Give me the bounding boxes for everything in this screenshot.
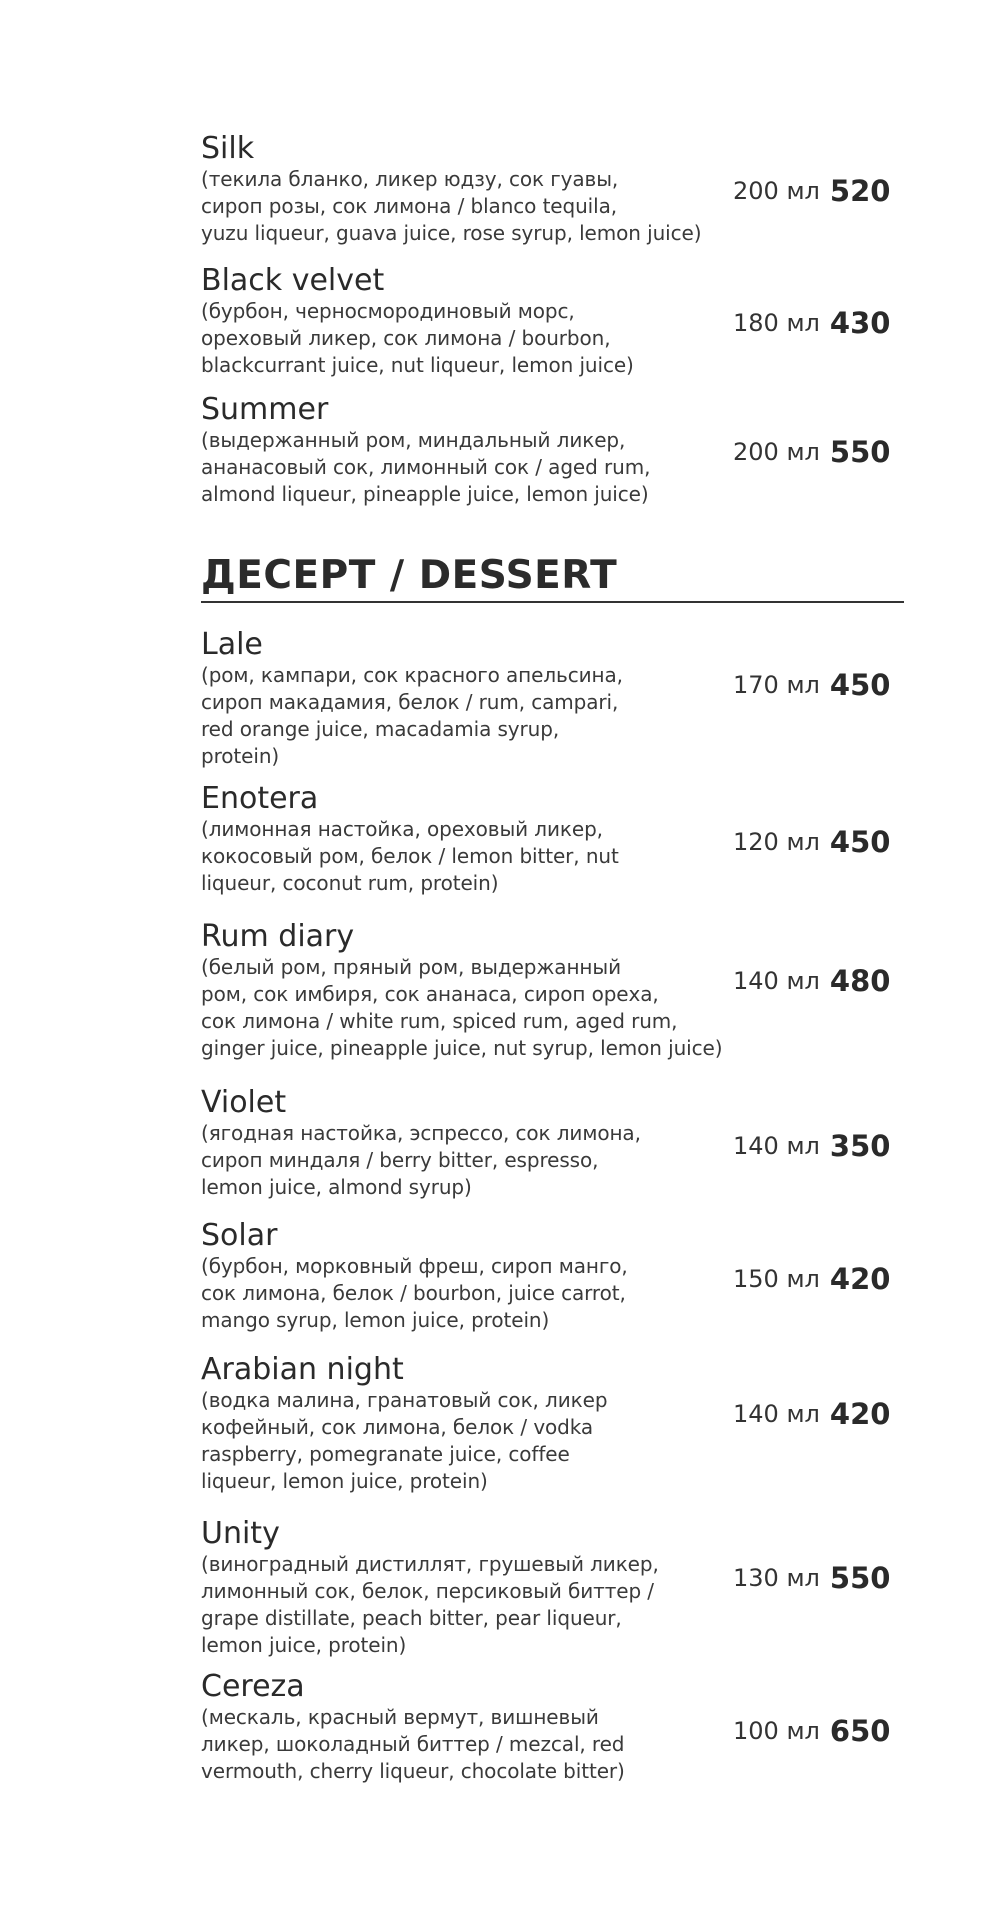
item-volume: 140 мл bbox=[733, 967, 820, 995]
menu-item bbox=[201, 1086, 901, 1201]
item-name: Cereza bbox=[201, 1669, 305, 1704]
item-description: (водка малина, гранатовый сок, ликер кофейный, сок лимона, белок / vodka raspberry, pomegranate juice, coffee liqueur, lemon juice, protein) bbox=[201, 1388, 608, 1493]
item-volume: 170 мл bbox=[733, 671, 820, 699]
menu-item bbox=[201, 920, 901, 1062]
item-volume: 150 мл bbox=[733, 1265, 820, 1293]
menu-item bbox=[201, 264, 901, 379]
menu-item bbox=[201, 782, 901, 897]
item-price: 450 bbox=[829, 825, 891, 859]
item-name: Black velvet bbox=[201, 263, 385, 298]
item-description: (лимонная настойка, ореховый ликер, кокосовый ром, белок / lemon bitter, nut liqueur, coconut rum, protein) bbox=[201, 817, 619, 895]
menu-item bbox=[201, 132, 901, 247]
item-name: Summer bbox=[201, 392, 329, 427]
item-volume: 130 мл bbox=[733, 1564, 820, 1592]
menu-item bbox=[201, 1219, 901, 1334]
item-description: (ягодная настойка, эспрессо, сок лимона, сироп миндаля / berry bitter, espresso, lemon juice, almond syrup) bbox=[201, 1121, 641, 1199]
item-name: Silk bbox=[201, 131, 255, 166]
item-volume: 200 мл bbox=[733, 177, 820, 205]
item-volume: 180 мл bbox=[733, 309, 820, 337]
item-price: 420 bbox=[829, 1262, 891, 1296]
menu-item bbox=[201, 1670, 901, 1785]
section-divider bbox=[201, 601, 904, 603]
item-price-block bbox=[733, 825, 890, 859]
item-price-block bbox=[733, 1397, 890, 1431]
item-price-block bbox=[733, 1262, 890, 1296]
item-volume: 200 мл bbox=[733, 438, 820, 466]
item-name: Lale bbox=[201, 627, 263, 662]
item-name: Rum diary bbox=[201, 919, 355, 954]
item-price: 420 bbox=[829, 1397, 891, 1431]
item-description: (виноградный дистиллят, грушевый ликер, лимонный сок, белок, персиковый биттер / grape distillate, peach bitter, pear liqueur, lemon juice, protein) bbox=[201, 1552, 659, 1657]
item-volume: 140 мл bbox=[733, 1132, 820, 1160]
item-description: (выдержанный ром, миндальный ликер, ананасовый сок, лимонный сок / aged rum, almond liqueur, pineapple juice, lemon juice) bbox=[201, 428, 651, 506]
menu-item bbox=[201, 628, 901, 770]
item-volume: 100 мл bbox=[733, 1717, 820, 1745]
item-price: 650 bbox=[829, 1714, 891, 1748]
item-price: 480 bbox=[829, 964, 891, 998]
item-price: 350 bbox=[829, 1129, 891, 1163]
item-price: 550 bbox=[829, 435, 891, 469]
item-price-block bbox=[733, 964, 890, 998]
item-description: (текила бланко, ликер юдзу, сок гуавы, сироп розы, сок лимона / blanco tequila, yuzu liqueur, guava juice, rose syrup, lemon juice) bbox=[201, 167, 702, 245]
item-volume: 140 мл bbox=[733, 1400, 820, 1428]
item-price: 520 bbox=[829, 174, 891, 208]
item-description: (ром, кампари, сок красного апельсина, сироп макадамия, белок / rum, campari, red orange juice, macadamia syrup, protein) bbox=[201, 663, 623, 768]
menu-item bbox=[201, 393, 901, 508]
item-price-block bbox=[733, 1714, 890, 1748]
item-price-block bbox=[733, 668, 890, 702]
section-title: ДЕСЕРТ / DESSERT bbox=[201, 553, 618, 598]
item-description: (белый ром, пряный ром, выдержанный ром, сок имбиря, сок ананаса, сироп ореха, сок лимона / white rum, spiced rum, aged rum, ginger juice, pineapple juice, nut syrup, lemon juice) bbox=[201, 955, 723, 1060]
item-price-block bbox=[733, 306, 890, 340]
menu-item bbox=[201, 1517, 901, 1659]
item-price-block bbox=[733, 1561, 890, 1595]
item-name: Enotera bbox=[201, 781, 319, 816]
item-name: Violet bbox=[201, 1085, 287, 1120]
item-description: (бурбон, черносмородиновый морс, ореховый ликер, сок лимона / bourbon, blackcurrant juice, nut liqueur, lemon juice) bbox=[201, 299, 634, 377]
item-price: 550 bbox=[829, 1561, 891, 1595]
menu-item bbox=[201, 1353, 901, 1495]
item-price-block bbox=[733, 435, 890, 469]
item-price: 430 bbox=[829, 306, 891, 340]
item-price-block bbox=[733, 1129, 890, 1163]
item-description: (мескаль, красный вермут, вишневый ликер, шоколадный биттер / mezcal, red vermouth, cherry liqueur, chocolate bitter) bbox=[201, 1705, 625, 1783]
item-price: 450 bbox=[829, 668, 891, 702]
item-name: Solar bbox=[201, 1218, 278, 1253]
item-price-block bbox=[733, 174, 890, 208]
item-volume: 120 мл bbox=[733, 828, 820, 856]
item-name: Unity bbox=[201, 1516, 280, 1551]
item-description: (бурбон, морковный фреш, сироп манго, сок лимона, белок / bourbon, juice carrot, mango syrup, lemon juice, protein) bbox=[201, 1254, 628, 1332]
item-name: Arabian night bbox=[201, 1352, 404, 1387]
